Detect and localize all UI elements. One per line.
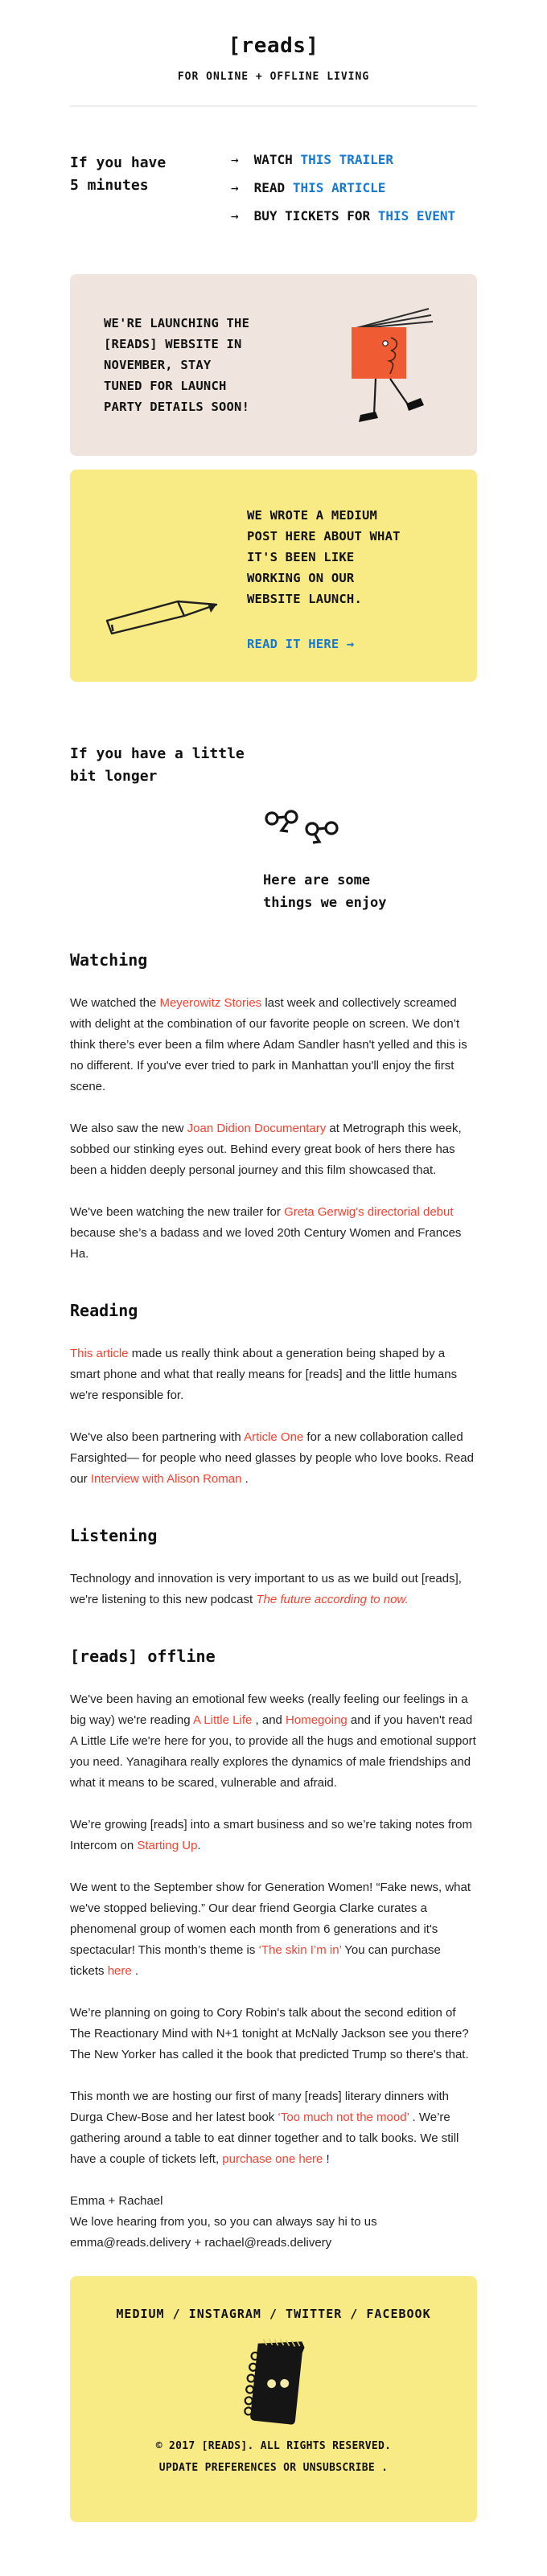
longer-section bbox=[70, 743, 477, 914]
text-segment: We watched the bbox=[70, 996, 160, 1010]
text-line: If you have bbox=[70, 154, 167, 171]
inline-link[interactable]: ‘Too much not the mood’ bbox=[278, 2110, 409, 2124]
footer-card bbox=[70, 2276, 477, 2522]
inline-link[interactable]: THIS TRAILER bbox=[300, 152, 394, 167]
medium-post-block bbox=[247, 505, 445, 682]
copyright-line: © 2017 [READS]. ALL RIGHTS RESERVED. bbox=[155, 2440, 392, 2452]
section-title: Reading bbox=[70, 1301, 138, 1320]
section-title: Listening bbox=[70, 1526, 158, 1545]
inline-link[interactable]: THIS EVENT bbox=[377, 208, 456, 224]
text-line: things we enjoy bbox=[263, 895, 387, 911]
arrow-icon: → bbox=[231, 180, 239, 195]
action-row bbox=[231, 153, 477, 167]
text-line: Here are some bbox=[263, 872, 371, 888]
text-segment: We've also been partnering with bbox=[70, 1430, 245, 1444]
text-segment: ! bbox=[323, 2152, 330, 2166]
text-segment: / bbox=[342, 2307, 367, 2321]
text-segment: OR bbox=[277, 2462, 303, 2474]
text-segment: Technology and innovation is very important to us as we build out [reads], we're listening to this new podcast bbox=[70, 1572, 462, 1606]
paragraph bbox=[70, 1118, 477, 1181]
paragraph bbox=[70, 1689, 477, 1794]
paragraph bbox=[70, 2003, 477, 2065]
inline-link[interactable]: UNSUBSCRIBE bbox=[302, 2462, 375, 2474]
paragraph bbox=[70, 993, 477, 1097]
text-line: WE WROTE A MEDIUM bbox=[247, 508, 378, 523]
section-body bbox=[70, 993, 477, 1265]
inline-link[interactable]: here bbox=[107, 1964, 132, 1978]
announcement-text bbox=[104, 313, 297, 417]
text-segment: We went to the September show for Generation Women! “Fake news, what we've stopped believing.” Our dear friend Georgia Clarke curates a phenomenal group of women each month from 6 generations and it's spectacular! This month’s theme is bbox=[70, 1881, 471, 1957]
brand-subtitle: FOR ONLINE + OFFLINE LIVING bbox=[177, 71, 370, 83]
section-reads-offline bbox=[70, 1646, 477, 2170]
quick-links-section bbox=[70, 152, 477, 237]
glasses-icon bbox=[263, 809, 477, 850]
paragraph bbox=[70, 1815, 477, 1856]
text-segment: READ bbox=[253, 180, 293, 195]
paragraph bbox=[70, 1877, 477, 1982]
text-segment: made us really think about a generation being shaped by a smart phone and what that really means for [reads] and the little humans we're responsible for. bbox=[70, 1347, 458, 1402]
pencil-icon bbox=[101, 582, 223, 640]
text-line: WE'RE LAUNCHING THE bbox=[104, 316, 250, 330]
paragraph bbox=[70, 1569, 477, 1610]
text-segment: and if you haven't read A Little Life we're here for you, to provide all the hugs and emotional support you need. Yanagihara really explores the dynamics of male friendships and what it means to be scared, vulnerable and afraid. bbox=[70, 1713, 476, 1790]
text-segment: . bbox=[131, 1964, 139, 1978]
text-segment: . bbox=[374, 2462, 389, 2474]
text-segment: last week and collectively screamed with delight at the combination of our favorite people on screen. We don’t think there’s ever been a film where Adam Sandler hasn't yelled and this is no different. If you've ever tried to park in Manhattan you'll enjoy the first scene. bbox=[70, 996, 467, 1093]
inline-link[interactable]: Homegoing bbox=[286, 1713, 348, 1727]
text-segment: at Metrograph this week, sobbed our stinking eyes out. Behind every great book of hers there has been a hidden deeply personal journey and this film showcased that. bbox=[70, 1122, 462, 1177]
text-line: WEBSITE LAUNCH. bbox=[247, 592, 362, 606]
text-segment: We've been having an emotional few weeks (really feeling our feelings in a big way) we're reading bbox=[70, 1692, 468, 1727]
copyright bbox=[70, 2435, 477, 2479]
walking-book-icon bbox=[345, 305, 435, 425]
inline-link[interactable]: THIS ARTICLE bbox=[292, 180, 386, 195]
inline-link[interactable]: Interview with Alison Roman bbox=[90, 1472, 242, 1486]
paragraph bbox=[70, 2086, 477, 2170]
text-segment: BUY TICKETS FOR bbox=[253, 208, 378, 224]
section-body bbox=[70, 1569, 477, 1610]
text-line: bit longer bbox=[70, 768, 158, 785]
text-line: NOVEMBER, STAY bbox=[104, 358, 212, 372]
text-line: [READS] WEBSITE IN bbox=[104, 337, 242, 351]
medium-post-text bbox=[247, 505, 445, 609]
text-line: We love hearing from you, so you can always say hi to us bbox=[70, 2215, 377, 2229]
action-row bbox=[231, 181, 477, 195]
text-segment: You can purchase tickets bbox=[70, 1943, 441, 1978]
inline-link[interactable]: This article bbox=[70, 1347, 129, 1360]
announcement-card bbox=[70, 274, 477, 456]
text-segment: because she’s a badass and we loved 20th Century Women and Frances Ha. bbox=[70, 1226, 462, 1261]
arrow-icon: → bbox=[231, 152, 239, 167]
inline-link[interactable]: purchase one here bbox=[222, 2152, 323, 2166]
paragraph bbox=[70, 1202, 477, 1265]
text-segment: for a new collaboration called Farsighted— for people who need glasses by people who love books. Read our bbox=[70, 1430, 474, 1486]
inline-link[interactable]: Starting Up bbox=[137, 1839, 198, 1852]
section-body bbox=[70, 1343, 477, 1490]
text-segment: / bbox=[164, 2307, 189, 2321]
text-segment: We've been watching the new trailer for bbox=[70, 1205, 285, 1219]
text-line: If you have a little bbox=[70, 745, 245, 762]
text-line: IT'S BEEN LIKE bbox=[247, 550, 355, 564]
footer-links-line bbox=[70, 2457, 477, 2479]
quick-heading bbox=[70, 152, 231, 237]
text-segment: WATCH bbox=[253, 152, 301, 167]
paragraph bbox=[70, 1427, 477, 1490]
text-segment: We also saw the new bbox=[70, 1122, 187, 1135]
inline-link[interactable]: FACEBOOK bbox=[366, 2307, 431, 2321]
section-title: Watching bbox=[70, 950, 148, 970]
section-watching bbox=[70, 950, 477, 1265]
inline-link[interactable]: MEDIUM bbox=[116, 2307, 165, 2321]
paragraph bbox=[70, 1343, 477, 1406]
inline-link[interactable]: Article One bbox=[244, 1430, 304, 1444]
text-segment: We’re growing [reads] into a smart business and so we’re taking notes from Intercom on bbox=[70, 1818, 472, 1852]
notebook-with-eyes-icon bbox=[236, 2332, 311, 2427]
text-segment: We’re planning on going to Cory Robin's talk about the second edition of The Reactionary Mind with N+1 tonight at McNally Jackson see you there? The New Yorker has called it the book that predicted Trump so there's that. bbox=[70, 2006, 469, 2061]
inline-link[interactable]: Greta Gerwig's directorial debut bbox=[284, 1205, 454, 1219]
read-it-here-link[interactable]: READ IT HERE → bbox=[247, 637, 355, 651]
text-line: 5 minutes bbox=[70, 177, 149, 194]
text-line: TUNED FOR LAUNCH bbox=[104, 379, 227, 393]
social-links bbox=[70, 2307, 477, 2321]
inline-link[interactable]: TWITTER bbox=[286, 2307, 343, 2321]
inline-link[interactable]: Meyerowitz Stories bbox=[159, 996, 262, 1010]
inline-link[interactable]: The future according to now. bbox=[256, 1593, 409, 1606]
text-line: Emma + Rachael bbox=[70, 2194, 163, 2208]
text-segment: / bbox=[261, 2307, 286, 2321]
inline-link[interactable]: INSTAGRAM bbox=[188, 2307, 261, 2321]
text-line: PARTY DETAILS SOON! bbox=[104, 400, 250, 414]
text-line: WORKING ON OUR bbox=[247, 571, 355, 585]
action-row bbox=[231, 209, 477, 224]
inline-link[interactable]: ‘The skin I’m in’ bbox=[258, 1943, 342, 1957]
longer-subheading bbox=[263, 869, 477, 914]
text-segment: , and bbox=[252, 1713, 286, 1727]
section-body bbox=[70, 1689, 477, 2170]
inline-link[interactable]: Joan Didion Documentary bbox=[187, 1122, 327, 1135]
brand-title: [reads] bbox=[228, 34, 319, 58]
longer-heading bbox=[70, 743, 477, 788]
email-header bbox=[0, 34, 547, 107]
inline-link[interactable]: A Little Life bbox=[192, 1713, 253, 1727]
text-segment: . We’re gathering around a table to eat dinner together and to talk books. We still have a couple of tickets left, bbox=[70, 2110, 459, 2166]
inline-link[interactable]: UPDATE PREFERENCES bbox=[158, 2462, 278, 2474]
text-segment: This month we are hosting our first of many [reads] literary dinners with Durga Chew-Bose and her latest book bbox=[70, 2090, 450, 2124]
text-line: POST HERE ABOUT WHAT bbox=[247, 529, 401, 544]
signoff bbox=[70, 2191, 477, 2254]
quick-actions bbox=[231, 152, 477, 237]
text-segment: . bbox=[241, 1472, 249, 1486]
text-segment: . bbox=[197, 1839, 201, 1852]
section-reading bbox=[70, 1300, 477, 1490]
medium-post-card bbox=[70, 470, 477, 682]
arrow-icon: → bbox=[231, 208, 239, 224]
text-line: emma@reads.delivery + rachael@reads.delivery bbox=[70, 2236, 332, 2250]
section-title: [reads] offline bbox=[70, 1647, 216, 1666]
divider bbox=[70, 105, 477, 107]
section-listening bbox=[70, 1525, 477, 1610]
